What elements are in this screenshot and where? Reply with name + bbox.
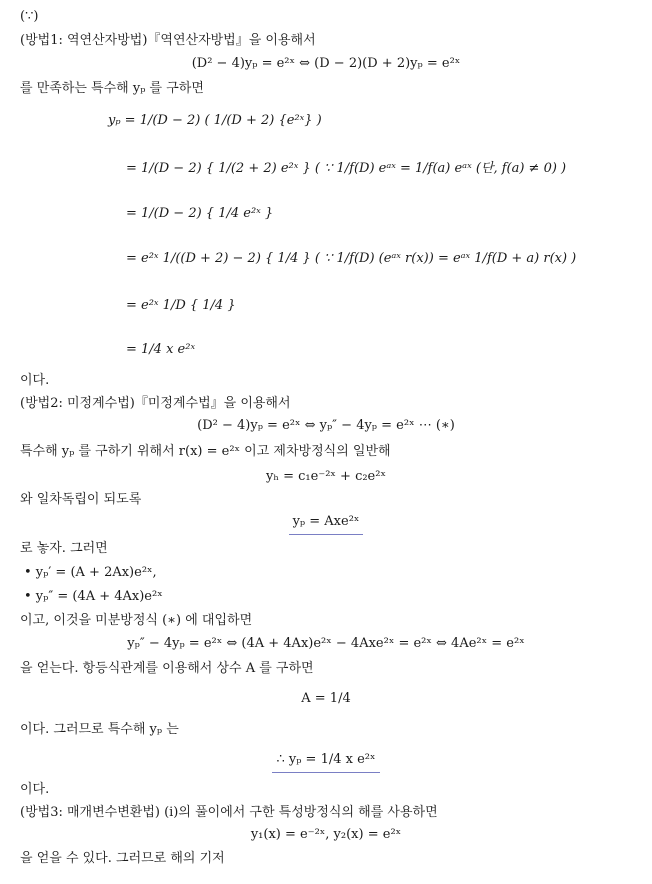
because-marker: (∵) [20, 9, 39, 24]
method1-heading: (방법1: 역연산자방법)『역연산자방법』을 이용해서 [20, 33, 316, 48]
step-6: = 1/4 x e²ˣ [126, 342, 196, 357]
final-particular-solution [0, 751, 652, 773]
equation-substitution: yₚ″ − 4yₚ = e²ˣ ⇔ (4A + 4Ax)e²ˣ − 4Axe²ˣ = e²ˣ ⇔ 4Ae²ˣ = e²ˣ [127, 636, 525, 651]
step-1: yₚ = 1/(D − 2) ( 1/(D + 2) {e²ˣ} ) [108, 113, 322, 128]
equation-basis: y₁(x) = e⁻²ˣ, y₂(x) = e²ˣ [250, 827, 402, 842]
text-homogeneous: 특수해 yₚ 를 구하기 위해서 r(x) = e²ˣ 이고 제차방정식의 일반해 [20, 444, 391, 459]
text-ida-2: 이다. [20, 782, 50, 797]
step-3: = 1/(D − 2) { 1/4 e²ˣ } [126, 206, 274, 221]
bullet-second-derivative: • yₚ″ = (4A + 4Ax)e²ˣ [24, 589, 163, 604]
text-identity: 을 얻는다. 항등식관계를 이용해서 상수 A 를 구하면 [20, 661, 314, 676]
text-substitute: 이고, 이것을 미분방정식 (∗) 에 대입하면 [20, 613, 253, 628]
text-basis: 을 얻을 수 있다. 그러므로 해의 기저 [20, 851, 225, 866]
text-therefore: 이다. 그러므로 특수해 yₚ 는 [20, 722, 179, 737]
bullet-first-derivative: • yₚ′ = (A + 2Ax)e²ˣ, [24, 565, 157, 580]
equation-homogeneous-solution: yₕ = c₁e⁻²ˣ + c₂e²ˣ [266, 469, 386, 484]
text-find-particular: 를 만족하는 특수해 yₚ 를 구하면 [20, 81, 204, 96]
text-linear-independence: 와 일차독립이 되도록 [20, 492, 142, 507]
text-then: 로 놓자. 그러면 [20, 541, 108, 556]
text-ida-1: 이다. [20, 373, 50, 388]
equation-A-value: A = 1/4 [301, 691, 351, 706]
trial-solution [0, 513, 652, 535]
equation-star: (D² − 4)yₚ = e²ˣ ⇔ yₚ″ − 4yₚ = e²ˣ ⋯ (∗) [197, 418, 455, 433]
method3-heading: (방법3: 매개변수변환법) (i)의 풀이에서 구한 특성방정식의 해를 사용하면 [20, 805, 438, 820]
final-particular-solution-underlined: ∴ yₚ = 1/4 x e²ˣ [272, 751, 379, 773]
step-5: = e²ˣ 1/D { 1/4 } [126, 298, 236, 313]
step-2: = 1/(D − 2) { 1/(2 + 2) e²ˣ } ( ∵ 1/f(D) eᵃˣ = 1/f(a) eᵃˣ (단, f(a) ≠ 0) ) [126, 161, 567, 176]
equation-operator-form: (D² − 4)yₚ = e²ˣ ⇔ (D − 2)(D + 2)yₚ = e²ˣ [191, 56, 461, 71]
trial-solution-underlined: yₚ = Axe²ˣ [289, 513, 364, 535]
step-4: = e²ˣ 1/((D + 2) − 2) { 1/4 } ( ∵ 1/f(D) (eᵃˣ r(x)) = eᵃˣ 1/f(D + a) r(x) ) [126, 251, 577, 266]
method2-heading: (방법2: 미정계수법)『미정계수법』을 이용해서 [20, 396, 291, 411]
